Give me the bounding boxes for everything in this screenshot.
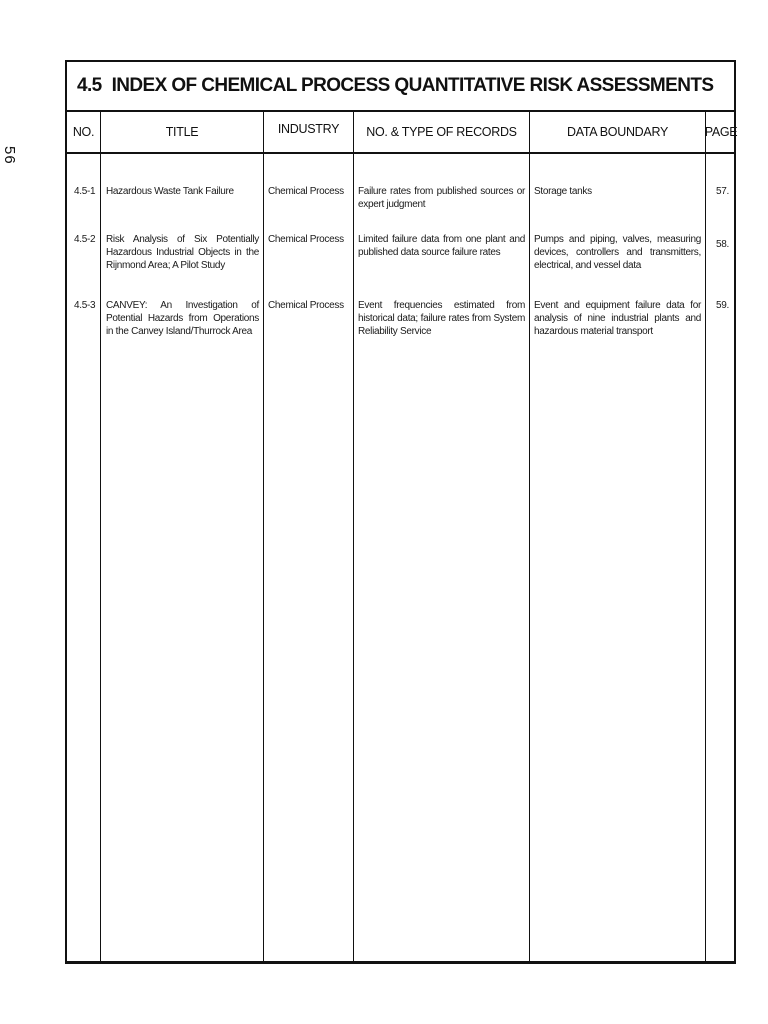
row-page: 58. xyxy=(715,239,729,250)
row-records: Event frequencies estimated from historical data; failure rates from System Reliability Service xyxy=(358,300,525,337)
header-no: NO. xyxy=(72,125,95,139)
row-records: Failure rates from published sources or expert judgment xyxy=(358,186,525,210)
row-page: 57. xyxy=(715,186,729,197)
column-divider xyxy=(353,112,354,961)
header-title: TITLE xyxy=(165,125,199,139)
row-industry: Chemical Process xyxy=(268,186,344,197)
index-table xyxy=(67,112,738,961)
index-table-frame xyxy=(65,60,736,964)
row-number: 4.5-1 xyxy=(74,186,96,197)
row-data-boundary: Storage tanks xyxy=(534,186,592,197)
column-divider xyxy=(100,112,101,961)
row-title: Risk Analysis of Six Potentially Hazardous Industrial Objects in the Rijnmond Area; A Pilot Study xyxy=(106,234,259,271)
row-number: 4.5-2 xyxy=(74,234,96,245)
header-data-boundary: DATA BOUNDARY xyxy=(567,125,668,139)
column-divider xyxy=(705,112,706,961)
row-data-boundary: Pumps and piping, valves, measuring devices, controllers and transmitters, electrical, and vessel data xyxy=(534,234,701,271)
page-number: 56 xyxy=(1,146,18,165)
row-page: 59. xyxy=(715,300,729,311)
header-records: NO. & TYPE OF RECORDS xyxy=(366,125,517,139)
column-divider xyxy=(529,112,530,961)
header-page: PAGE xyxy=(704,125,738,139)
column-divider xyxy=(263,112,264,961)
table-header-row xyxy=(67,112,738,154)
row-industry: Chemical Process xyxy=(268,300,344,311)
header-industry: INDUSTRY xyxy=(277,122,340,136)
row-title: Hazardous Waste Tank Failure xyxy=(106,186,234,197)
row-records: Limited failure data from one plant and published data source failure rates xyxy=(358,234,525,258)
row-title: CANVEY: An Investigation of Potential Hazards from Operations in the Canvey Island/Thurrock Area xyxy=(106,300,259,337)
section-number: 4.5 xyxy=(77,75,102,96)
section-heading xyxy=(67,62,734,112)
section-title: INDEX OF CHEMICAL PROCESS QUANTITATIVE RISK ASSESSMENTS xyxy=(111,75,714,96)
row-industry: Chemical Process xyxy=(268,234,344,245)
row-number: 4.5-3 xyxy=(74,300,96,311)
row-data-boundary: Event and equipment failure data for analysis of nine industrial plants and hazardous material transport xyxy=(534,300,701,337)
